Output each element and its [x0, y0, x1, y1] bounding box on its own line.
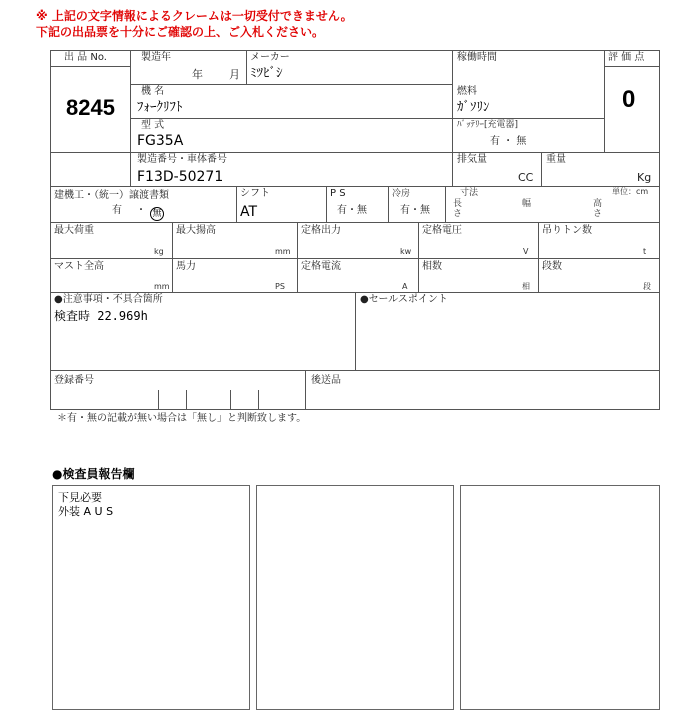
max-load-unit: kg [154, 247, 164, 256]
rating-label: 評 価 点 [608, 52, 645, 63]
rated-voltage-unit: V [523, 247, 529, 256]
max-lift-label: 最大揚高 [176, 225, 216, 236]
sales-point-label: ●セールスポイント [360, 294, 448, 305]
rated-current-unit: A [402, 282, 408, 291]
serial: F13D-50271 [137, 169, 224, 185]
footnote: ＊有・無の記載が無い場合は「無し」と判断致します。 [57, 413, 307, 424]
phase-label: 相数 [422, 261, 442, 272]
ship-later-label: 後送品 [311, 375, 341, 386]
warning-line-2: 下記の出品票を十分にご確認の上、ご入札ください。 [36, 25, 325, 39]
fuel-label: 燃料 [457, 86, 477, 97]
width-label: 幅 [522, 199, 532, 209]
lot-no-label: 出 品 No. [64, 52, 107, 63]
hours-label: 稼働時間 [457, 52, 497, 63]
rating: 0 [622, 86, 636, 113]
displacement-unit: CC [518, 171, 534, 184]
hp-unit: PS [275, 282, 285, 291]
weight-unit: Kg [637, 171, 652, 184]
inspector-report-title: ●検査員報告欄 [52, 467, 135, 481]
max-load-label: 最大荷重 [54, 225, 94, 236]
year-label: 製造年 [141, 52, 171, 63]
inspector-box-1-line-1: 下見必要 [58, 491, 102, 504]
month-unit: 月 [229, 68, 240, 81]
hp-label: 馬力 [176, 261, 196, 272]
name: ﾌｫｰｸﾘﾌﾄ [137, 100, 183, 115]
height-label: 高さ [593, 199, 603, 219]
dim-unit: 単位：cm [612, 187, 649, 196]
serial-label: 製造番号・車体番号 [137, 154, 227, 165]
displacement-label: 排気量 [457, 154, 487, 165]
phase-unit: 相 [522, 282, 530, 291]
inspector-box-3 [460, 485, 660, 710]
length-label: 長さ [453, 199, 463, 219]
rated-voltage-label: 定格電圧 [422, 225, 462, 236]
weight-label: 重量 [546, 154, 566, 165]
transfer-no: 無 [150, 207, 164, 221]
ps-label: P S [330, 188, 346, 199]
stages-unit: 段 [643, 282, 651, 291]
rated-current-label: 定格電流 [301, 261, 341, 272]
mast-unit: mm [154, 282, 170, 291]
transfer-no-circled [150, 203, 164, 221]
shift-label: シフト [240, 188, 270, 199]
registration-label: 登録番号 [54, 375, 94, 386]
mast-label: マスト全高 [54, 261, 104, 272]
inspector-box-1 [52, 485, 250, 710]
transfer-label: 建機工・（統一）譲渡書類 [54, 190, 169, 201]
name-label: 機 名 [141, 86, 165, 97]
transfer-yes: 有 [112, 205, 122, 216]
model-label: 型 式 [141, 120, 165, 131]
maker: ﾐﾂﾋﾞｼ [250, 66, 283, 81]
cool-label: 冷房 [392, 189, 411, 199]
maker-label: メーカー [250, 52, 290, 63]
inspector-box-2 [256, 485, 454, 710]
warning-line-1: ※ 上記の文字情報によるクレームは一切受付できません。 [36, 9, 353, 23]
max-lift-unit: mm [275, 247, 291, 256]
cool-value: 有・無 [400, 205, 430, 216]
inspector-box-1-line-2: 外装 A U S [58, 505, 114, 518]
model: FG35A [137, 133, 184, 149]
dim-label: 寸法 [460, 188, 479, 198]
ps-value: 有・無 [337, 205, 367, 216]
fuel: ｶﾞｿﾘﾝ [457, 100, 490, 115]
stages-label: 段数 [542, 261, 562, 272]
rated-output-unit: kw [400, 247, 412, 256]
notes-label: ●注意事項・不具合箇所 [54, 294, 163, 305]
rated-output-label: 定格出力 [301, 225, 341, 236]
year-unit: 年 [192, 68, 203, 81]
hoist-label: 吊りトン数 [542, 225, 592, 236]
notes-value: 検査時 22.969h [54, 309, 148, 323]
battery-value: 有 ・ 無 [490, 136, 527, 147]
hoist-unit: t [643, 247, 647, 256]
shift: AT [240, 204, 258, 220]
lot-no: 8245 [66, 95, 115, 120]
transfer-dot: ・ [136, 205, 146, 216]
battery-label: ﾊﾞｯﾃﾘｰ[充電器] [457, 120, 519, 130]
